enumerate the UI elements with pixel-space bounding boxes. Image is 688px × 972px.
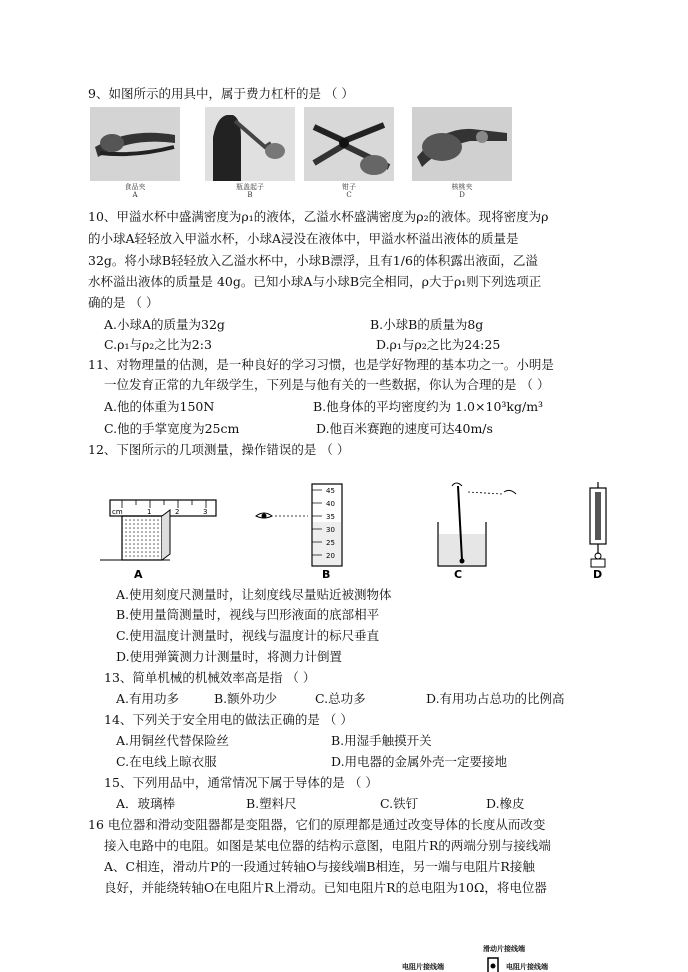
q14-option-d: D.用电器的金属外壳一定要接地 [331, 754, 508, 769]
svg-text:25: 25 [326, 539, 335, 547]
q14-option-b: B.用湿手触摸开关 [331, 733, 432, 748]
svg-text:35: 35 [326, 513, 335, 521]
q15-stem: 15、下列用品中，通常情况下属于导体的是 （ ） [104, 775, 378, 790]
q10-line: 32g。将小球B轻轻放入乙溢水杯中，小球B漂浮，且有1/6的体积露出液面，乙溢 [88, 253, 538, 268]
q9-stem: 9、如图所示的用具中，属于费力杠杆的是 （ ） [88, 86, 354, 101]
svg-text:30: 30 [326, 526, 335, 534]
q15-option-c: C.铁钉 [380, 796, 419, 811]
q15-option-d: D.橡皮 [486, 796, 525, 811]
q13-option-a: A.有用功多 [116, 691, 180, 706]
svg-text:1: 1 [147, 508, 152, 516]
q9-caption-b: 瓶盖起子 B [236, 183, 264, 199]
q13-option-c: C.总功多 [315, 691, 366, 706]
q10-line: 的小球A轻轻放入甲溢水杯，小球A浸没在液体中，甲溢水杯溢出液体的质量是 [88, 231, 519, 246]
pliers-photo [304, 107, 394, 181]
q14-option-c: C.在电线上晾衣服 [116, 754, 217, 769]
figure-slider-terminal-label: 滑动片接线端 [483, 944, 525, 953]
figure-d-label: D [593, 568, 603, 581]
figure-b-cylinder [256, 484, 342, 566]
q10-line: 水杯溢出液体的质量是 40g。已知小球A与小球B完全相同，ρ大于ρ₁则下列选项正 [88, 274, 542, 289]
q14-stem: 14、下列关于安全用电的做法正确的是 （ ） [104, 712, 353, 727]
figure-resistor-terminal-label-left: 电阻片接线端 [402, 962, 444, 971]
svg-text:3: 3 [203, 508, 208, 516]
q11-option-d: D.他百米赛跑的速度可达40m/s [316, 421, 493, 436]
q16-line: 16 电位器和滑动变阻器都是变阻器，它们的原理都是通过改变导体的长度从而改变 [88, 817, 546, 832]
q16-line: 良好，并能绕转轴O在电阻片R上滑动。已知电阻片R的总电阻为10Ω，将电位器 [104, 880, 547, 895]
figure-c-label: C [454, 568, 463, 581]
q15-option-b: B.塑料尺 [246, 796, 297, 811]
potentiometer-terminal-icon [484, 954, 504, 972]
q13-option-d: D.有用功占总功的比例高 [426, 691, 565, 706]
svg-text:2: 2 [175, 508, 180, 516]
q10-option-d: D.ρ₁与ρ₂之比为24:25 [376, 337, 501, 352]
q12-option-c: C.使用温度计测量时，视线与温度计的标尺垂直 [116, 628, 380, 643]
svg-text:45: 45 [326, 487, 335, 495]
q12-option-d: D.使用弹簧测力计测量时，将测力计倒置 [116, 649, 343, 664]
q13-option-b: B.额外功少 [214, 691, 278, 706]
q10-line: 确的是 （ ） [88, 295, 159, 310]
q9-caption-c: 钳子 C [342, 183, 356, 199]
q14-option-a: A.用铜丝代替保险丝 [116, 733, 230, 748]
figure-resistor-terminal-label-right: 电阻片接线端 [506, 962, 548, 971]
q12-option-a: A.使用刻度尺测量时，让刻度线尽量贴近被测物体 [116, 587, 392, 602]
svg-text:cm: cm [112, 508, 123, 516]
q11-option-b: B.他身体的平均密度约为 1.0×10³kg/m³ [313, 399, 544, 414]
q12-measurement-figures [100, 482, 620, 584]
q9-caption-a: 食品夹 A [124, 183, 146, 199]
q10-option-c: C.ρ₁与ρ₂之比为2:3 [104, 337, 212, 352]
figure-c-thermometer [438, 483, 516, 566]
figure-a-label: A [134, 568, 143, 581]
q12-option-b: B.使用量筒测量时，视线与凹形液面的底部相平 [116, 607, 380, 622]
q11-option-c: C.他的手掌宽度为25cm [104, 421, 240, 436]
q16-line: 接入电路中的电阻。如图是某电位器的结构示意图，电阻片R的两端分别与接线端 [104, 838, 551, 853]
food-tongs-photo [90, 107, 180, 181]
q11-option-a: A.他的体重为150N [104, 399, 215, 414]
q11-line: 一位发育正常的九年级学生，下列是与他有关的一些数据，你认为合理的是 （ ） [104, 377, 550, 392]
nutcracker-photo [412, 107, 512, 181]
q15-option-a: A．玻璃棒 [116, 796, 176, 811]
q10-option-b: B.小球B的质量为8g [370, 317, 484, 332]
svg-text:20: 20 [326, 552, 335, 560]
figure-d-spring-scale [590, 482, 606, 567]
q12-stem: 12、下图所示的几项测量，操作错误的是 （ ） [88, 442, 350, 457]
svg-text:40: 40 [326, 500, 335, 508]
q10-option-a: A.小球A的质量为32g [104, 317, 225, 332]
q10-line: 10、甲溢水杯中盛满密度为ρ₁的液体，乙溢水杯盛满密度为ρ₂的液体。现将密度为ρ [88, 209, 549, 224]
q13-stem: 13、简单机械的机械效率高是指 （ ） [104, 670, 316, 685]
figure-a-ruler [100, 500, 216, 560]
figure-b-label: B [322, 568, 331, 581]
bottle-opener-photo [205, 107, 295, 181]
q9-caption-d: 核桃夹 D [451, 183, 473, 199]
q11-line: 11、对物理量的估测，是一种良好的学习习惯，也是学好物理的基本功之一。小明是 [88, 357, 554, 372]
q16-line: A、C相连，滑动片P的一段通过转轴O与接线端B相连，另一端与电阻片R接触 [104, 859, 535, 874]
